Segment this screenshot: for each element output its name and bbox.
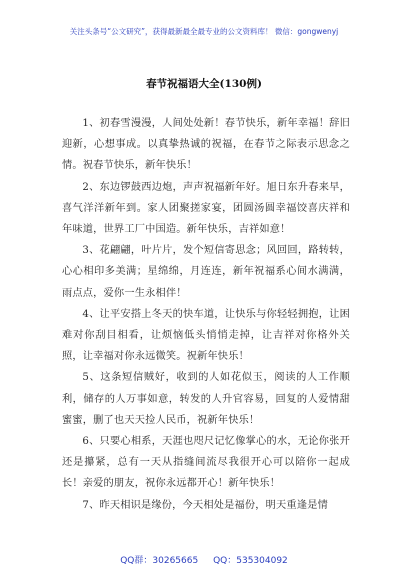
footer-qq-group: QQ群：30265665 — [120, 556, 199, 566]
paragraph: 6、只要心相系，天涯也咫尺记忆像掌心的水，无论你张开还是攥紧，总有一天从指缝间流尽我很开心可以陪你一起成长！亲爱的朋友，祝你永远都开心！新年快乐！ — [62, 436, 350, 490]
paragraph: 7、昨天相识是缘份，今天相处是福份，明天重逢是情 — [82, 499, 328, 511]
footer-qq: QQ：535304092 — [213, 556, 288, 566]
document-body — [62, 113, 350, 516]
paragraph: 4、让平安搭上冬天的快车道，让快乐与你轻轻拥抱，让困难对你刮目相看，让烦恼低头悄悄走掉，让吉祥对你格外关照，让幸福对你永远微笑。祝新年快乐！ — [62, 308, 350, 363]
document-title: 春节祝福语大全(130例) — [146, 78, 262, 90]
paragraph: 2、东边锣鼓西边炮，声声祝福新年好。旭日东升春来早，喜气洋洋新年到。家人团聚搓家宴，团圆汤圆幸福饺喜庆祥和年味道，世界工厂中国造。新年快乐，吉祥如意！ — [62, 181, 350, 236]
footer-contacts — [0, 553, 408, 566]
paragraph: 1、初春雪漫漫，人间处处新！春节快乐，新年幸福！辞旧迎新，心想事成。以真挚热诚的祝福，在春节之际表示思念之情。祝春节快乐，新年快乐！ — [62, 118, 350, 172]
paragraph: 5、这条短信贼好，收到的人如花似玉，阅读的人工作顺利，储存的人万事如意，转发的人升官容易，回复的人爱情甜蜜蜜，删了也天天捡人民币，祝新年快乐！ — [62, 372, 350, 426]
header-banner: 关注头条号“公文研究”，获得最新最全最专业的公文资料库！ 微信：gongwenyj — [69, 27, 339, 36]
paragraph: 3、花翩翩，叶片片，发个短信寄思念；风回回，路转转，心心相印多美满；星绵绵，月连连，新年祝福系心间水满满，雨点点，爱你一生永相伴！ — [62, 245, 350, 299]
